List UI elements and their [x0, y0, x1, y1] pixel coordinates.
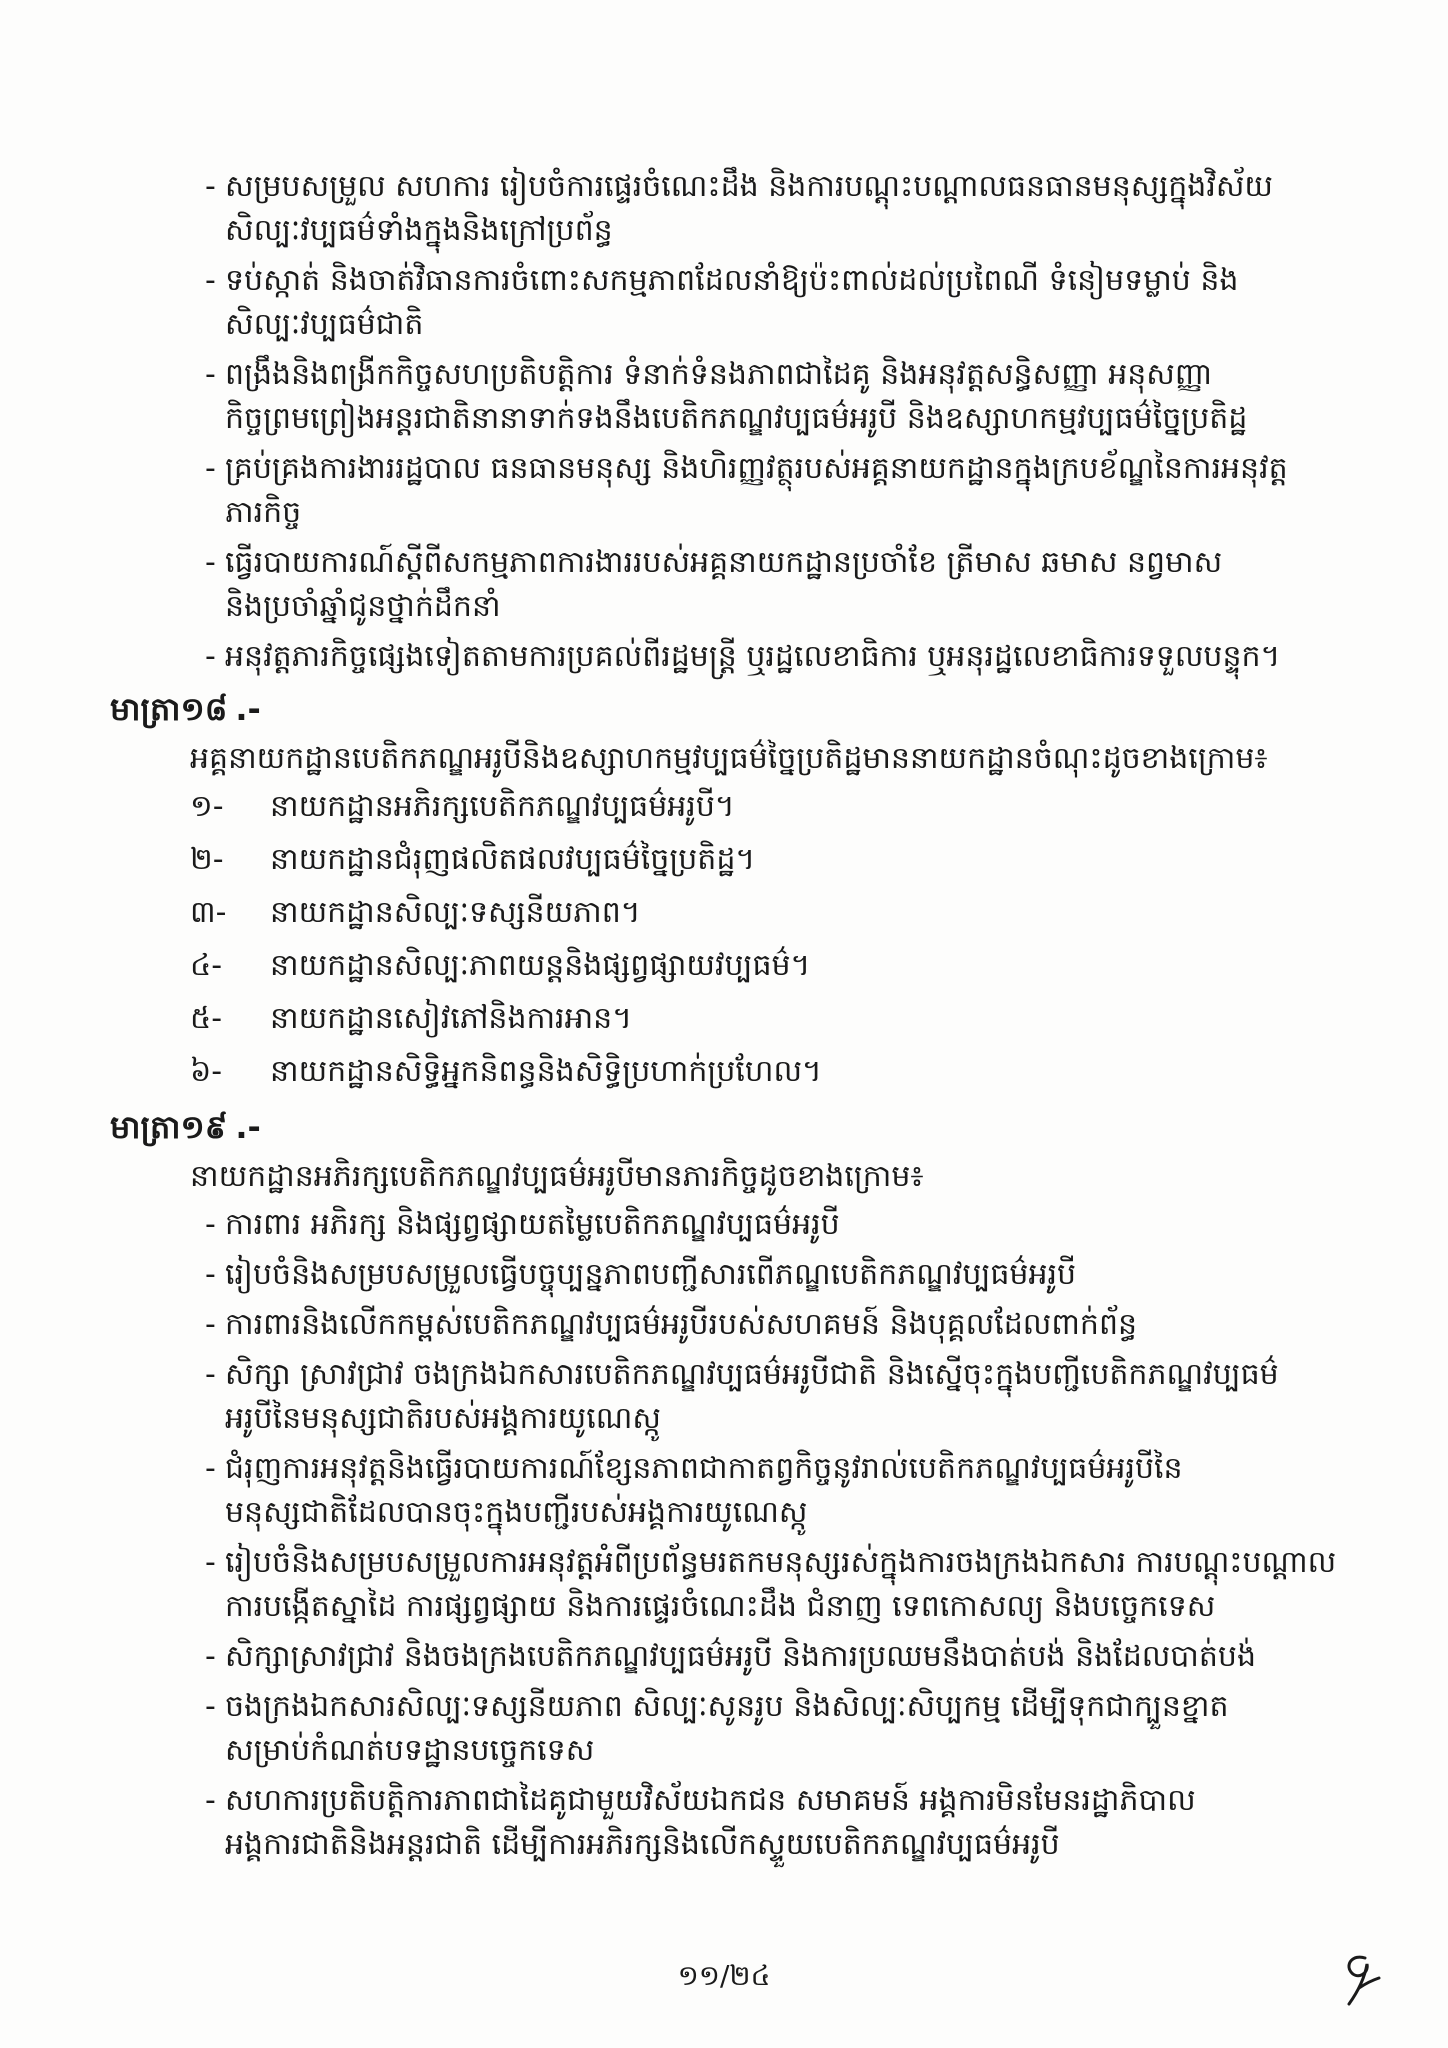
item-text: នាយកដ្ឋានសិទ្ធិអ្នកនិពន្ធនិងសិទ្ធិប្រហាក់ប្រហែល។ — [270, 1054, 822, 1089]
department-item — [110, 997, 1350, 1041]
article-title: មាត្រា១៩ — [110, 1108, 228, 1146]
item-number: ២- — [190, 842, 224, 877]
duty-item: - ទប់ស្កាត់ និងចាត់វិធានការចំពោះសកម្មភាពដែលនាំឱ្យប៉ះពាល់ដល់ប្រពៃណី ទំនៀមទម្លាប់ និង សិល្បៈវប្បធម៌ជាតិ — [205, 263, 1239, 342]
item-text: នាយកដ្ឋានជំរុញផលិតផលវប្បធម៌ច្នៃប្រតិដ្ឋ។ — [270, 842, 756, 877]
duty-item: - ចងក្រងឯកសារសិល្បៈទស្សនីយភាព សិល្បៈសូនរូប និងសិល្បៈសិប្បកម្ម ដើម្បីទុកជាក្បួនខ្នាត សម្រាប់កំណត់បទដ្ឋានបច្ចេកទេស — [205, 1689, 1229, 1768]
duty-line: ការបង្កើតស្នាដៃ ការផ្សព្វផ្សាយ និងការផ្ទេរចំណេះដឹង ជំនាញ ទេពកោសល្យ និងបច្ចេកទេស — [225, 1589, 1216, 1624]
page-content — [110, 165, 1350, 1873]
department-item — [110, 944, 1350, 988]
item-text: នាយកដ្ឋានសៀវភៅនិងការអាន។ — [270, 1001, 632, 1036]
duty-line: រៀបចំនិងសម្របសម្រួលធ្វើបច្ចុប្បន្នភាពបញ្ជីសារពើភណ្ឌបេតិកភណ្ឌវប្បធម៌អរូបី — [225, 1257, 1077, 1292]
duty-line: ទប់ស្កាត់ និងចាត់វិធានការចំពោះសកម្មភាពដែលនាំឱ្យប៉ះពាល់ដល់ប្រពៃណី ទំនៀមទម្លាប់ និង — [225, 263, 1239, 298]
department-item — [110, 1050, 1350, 1094]
duty-line: កិច្ចព្រមព្រៀងអន្តរជាតិនានាទាក់ទងនឹងបេតិកភណ្ឌវប្បធម៌អរូបី និងឧស្សាហកម្មវប្បធម៌ច្នៃប្រតិដ្ឋ — [225, 401, 1248, 436]
item-text: នាយកដ្ឋានសិល្បៈទស្សនីយភាព។ — [270, 895, 641, 930]
duty-item: - សម្របសម្រួល សហការ រៀបចំការផ្ទេរចំណេះដឹង និងការបណ្តុះបណ្តាលធនធានមនុស្សក្នុងវិស័យ សិល្បៈវប្បធម៌ទាំងក្នុងនិងក្រៅប្រព័ន្ធ — [205, 169, 1273, 248]
article-19-heading — [110, 1103, 1350, 1151]
duty-item: - ការពារនិងលើកកម្ពស់បេតិកភណ្ឌវប្បធម៌អរូបីរបស់សហគមន៍ និងបុគ្គលដែលពាក់ព័ន្ធ — [205, 1307, 1138, 1342]
item-number: ៦- — [190, 1054, 223, 1089]
article-19-duties — [110, 1203, 1350, 1867]
duty-line: ការពារ អភិរក្ស និងផ្សព្វផ្សាយតម្លៃបេតិកភណ្ឌវប្បធម៌អរូបី — [225, 1207, 840, 1242]
item-text: នាយកដ្ឋានអភិរក្សបេតិកភណ្ឌវប្បធម៌អរូបី។ — [270, 789, 735, 824]
duty-line: ជំរុញការអនុវត្តនិងធ្វើរបាយការណ៍ខ្សែនភាពជាកាតព្វកិច្ចនូវរាល់បេតិកភណ្ឌវប្បធម៌អរូបីនៃ — [225, 1451, 1183, 1486]
article-dots: .- — [235, 1108, 261, 1146]
duty-line: ចងក្រងឯកសារសិល្បៈទស្សនីយភាព សិល្បៈសូនរូប និងសិល្បៈសិប្បកម្ម ដើម្បីទុកជាក្បួនខ្នាត — [225, 1689, 1229, 1724]
duty-line: និងប្រចាំឆ្នាំជូនថ្នាក់ដឹកនាំ — [225, 589, 501, 624]
handwritten-initial-mark — [1335, 1950, 1383, 2010]
duty-item: - ការពារ អភិរក្ស និងផ្សព្វផ្សាយតម្លៃបេតិកភណ្ឌវប្បធម៌អរូបី — [205, 1207, 840, 1242]
department-item — [110, 891, 1350, 935]
duty-item: - ធ្វើរបាយការណ៍ស្តីពីសកម្មភាពការងាររបស់អគ្គនាយកដ្ឋានប្រចាំខែ ត្រីមាស ឆមាស នព្វមាស និងប្រចាំឆ្នាំជូនថ្នាក់ដឹកនាំ — [205, 545, 1223, 624]
article-dots: .- — [235, 690, 261, 728]
duty-item: - រៀបចំនិងសម្របសម្រួលធ្វើបច្ចុប្បន្នភាពបញ្ជីសារពើភណ្ឌបេតិកភណ្ឌវប្បធម៌អរូបី — [205, 1257, 1077, 1292]
article-19-intro: នាយកដ្ឋានអភិរក្សបេតិកភណ្ឌវប្បធម៌អរូបីមានភារកិច្ចដូចខាងក្រោម៖ — [190, 1159, 924, 1194]
duty-item: - គ្រប់គ្រងការងាររដ្ឋបាល ធនធានមនុស្ស និងហិរញ្ញវត្ថុរបស់អគ្គនាយកដ្ឋានក្នុងក្របខ័ណ្ឌនៃការអនុវត្ត ភារកិច្ច — [205, 451, 1288, 530]
duty-item: - សហការប្រតិបត្តិការភាពជាដៃគូជាមួយវិស័យឯកជន សមាគមន៍ អង្គការមិនមែនរដ្ឋាភិបាល អង្គការជាតិនិងអន្តរជាតិ ដើម្បីការអភិរក្សនិងលើកស្ទួយបេតិកភណ្ឌវប្បធម៌អរូបី — [205, 1783, 1196, 1862]
duty-line: ភារកិច្ច — [225, 495, 302, 530]
article-18-departments — [110, 785, 1350, 1094]
duty-line: សិល្បៈវប្បធម៌ទាំងក្នុងនិងក្រៅប្រព័ន្ធ — [225, 213, 613, 248]
duty-line: អរូបីនៃមនុស្សជាតិរបស់អង្គការយូណេស្កូ — [225, 1401, 661, 1436]
duty-line: គ្រប់គ្រងការងាររដ្ឋបាល ធនធានមនុស្ស និងហិរញ្ញវត្ថុរបស់អគ្គនាយកដ្ឋានក្នុងក្របខ័ណ្ឌនៃការអនុវត្ត — [225, 451, 1288, 486]
article-18-intro: អគ្គនាយកដ្ឋានបេតិកភណ្ឌអរូបីនិងឧស្សាហកម្មវប្បធម៌ច្នៃប្រតិដ្ឋមាននាយកដ្ឋានចំណុះដូចខាងក្រោម៖ — [190, 741, 1268, 776]
duty-line: ពង្រឹងនិងពង្រីកកិច្ចសហប្រតិបត្តិការ ទំនាក់ទំនងភាពជាដៃគូ និងអនុវត្តសន្ធិសញ្ញា អនុសញ្ញា — [225, 357, 1213, 392]
duty-item: - ពង្រឹងនិងពង្រីកកិច្ចសហប្រតិបត្តិការ ទំនាក់ទំនងភាពជាដៃគូ និងអនុវត្តសន្ធិសញ្ញា អនុសញ្ញា កិច្ចព្រមព្រៀងអន្តរជាតិនានាទាក់ទងនឹងបេតិកភណ្ឌវប្បធម៌អរូបី និងឧស្សាហកម្មវប្បធម៌ច្នៃប្រតិដ្ឋ — [205, 357, 1248, 436]
duty-line: រៀបចំនិងសម្របសម្រួលការអនុវត្តអំពីប្រព័ន្ធមរតកមនុស្សរស់ក្នុងការចងក្រងឯកសារ ការបណ្តុះបណ្តាល — [225, 1545, 1337, 1580]
article-18-heading — [110, 685, 1350, 733]
duty-line: សហការប្រតិបត្តិការភាពជាដៃគូជាមួយវិស័យឯកជន សមាគមន៍ អង្គការមិនមែនរដ្ឋាភិបាល — [225, 1783, 1196, 1818]
item-number: ៤- — [190, 948, 223, 983]
duty-line: ការពារនិងលើកកម្ពស់បេតិកភណ្ឌវប្បធម៌អរូបីរបស់សហគមន៍ និងបុគ្គលដែលពាក់ព័ន្ធ — [225, 1307, 1138, 1342]
duty-item: - សិក្សាស្រាវជ្រាវ និងចងក្រងបេតិកភណ្ឌវប្បធម៌អរូបី និងការប្រឈមនឹងបាត់បង់ និងដែលបាត់បង់ — [205, 1639, 1257, 1674]
duty-item: - រៀបចំនិងសម្របសម្រួលការអនុវត្តអំពីប្រព័ន្ធមរតកមនុស្សរស់ក្នុងការចងក្រងឯកសារ ការបណ្តុះបណ្តាល ការបង្កើតស្នាដៃ ការផ្សព្វផ្សាយ និងការផ្ទេរចំណេះដឹង ជំនាញ ទេពកោសល្យ និងបច្ចេកទេស — [205, 1545, 1337, 1624]
article-title: មាត្រា១៨ — [110, 690, 228, 728]
department-item — [110, 838, 1350, 882]
duty-line: សម្រាប់កំណត់បទដ្ឋានបច្ចេកទេស — [225, 1733, 595, 1768]
item-number: ៥- — [190, 1001, 223, 1036]
duty-line: ធ្វើរបាយការណ៍ស្តីពីសកម្មភាពការងាររបស់អគ្គនាយកដ្ឋានប្រចាំខែ ត្រីមាស ឆមាស នព្វមាស — [225, 545, 1223, 580]
duty-item: - ជំរុញការអនុវត្តនិងធ្វើរបាយការណ៍ខ្សែនភាពជាកាតព្វកិច្ចនូវរាល់បេតិកភណ្ឌវប្បធម៌អរូបីនៃ មនុស្សជាតិដែលបានចុះក្នុងបញ្ជីរបស់អង្គការយូណេស្កូ — [205, 1451, 1183, 1530]
item-number: ១- — [190, 789, 224, 824]
item-number: ៣- — [190, 895, 227, 930]
department-item — [110, 785, 1350, 829]
item-text: នាយកដ្ឋានសិល្បៈភាពយន្តនិងផ្សព្វផ្សាយវប្បធម៌។ — [270, 948, 811, 983]
duty-line: សិល្បៈវប្បធម៌ជាតិ — [225, 307, 424, 342]
duty-line: មនុស្សជាតិដែលបានចុះក្នុងបញ្ជីរបស់អង្គការយូណេស្កូ — [225, 1495, 808, 1530]
duty-item: - សិក្សា ស្រាវជ្រាវ ចងក្រងឯកសារបេតិកភណ្ឌវប្បធម៌អរូបីជាតិ និងស្នើចុះក្នុងបញ្ជីបេតិកភណ្ឌវប្បធម៌ អរូបីនៃមនុស្សជាតិរបស់អង្គការយូណេស្កូ — [205, 1357, 1279, 1436]
duty-line: អង្គការជាតិនិងអន្តរជាតិ ដើម្បីការអភិរក្សនិងលើកស្ទួយបេតិកភណ្ឌវប្បធម៌អរូបី — [225, 1827, 1060, 1862]
page-number: ១១/២៤ — [677, 1959, 771, 1992]
duty-line: សម្របសម្រួល សហការ រៀបចំការផ្ទេរចំណេះដឹង និងការបណ្តុះបណ្តាលធនធានមនុស្សក្នុងវិស័យ — [225, 169, 1273, 204]
duty-line: សិក្សា ស្រាវជ្រាវ ចងក្រងឯកសារបេតិកភណ្ឌវប្បធម៌អរូបីជាតិ និងស្នើចុះក្នុងបញ្ជីបេតិកភណ្ឌវប្បធម៌ — [225, 1357, 1279, 1392]
duties-list-top — [110, 165, 1350, 679]
duty-line: សិក្សាស្រាវជ្រាវ និងចងក្រងបេតិកភណ្ឌវប្បធម៌អរូបី និងការប្រឈមនឹងបាត់បង់ និងដែលបាត់បង់ — [225, 1639, 1257, 1674]
duty-line: អនុវត្តភារកិច្ចផ្សេងទៀតតាមការប្រគល់ពីរដ្ឋមន្ត្រី ឬរដ្ឋលេខាធិការ ឬអនុរដ្ឋលេខាធិការទទួលបន្ទុក។ — [225, 639, 1281, 674]
duty-item: - អនុវត្តភារកិច្ចផ្សេងទៀតតាមការប្រគល់ពីរដ្ឋមន្ត្រី ឬរដ្ឋលេខាធិការ ឬអនុរដ្ឋលេខាធិការទទួលបន្ទុក។ — [205, 639, 1281, 674]
